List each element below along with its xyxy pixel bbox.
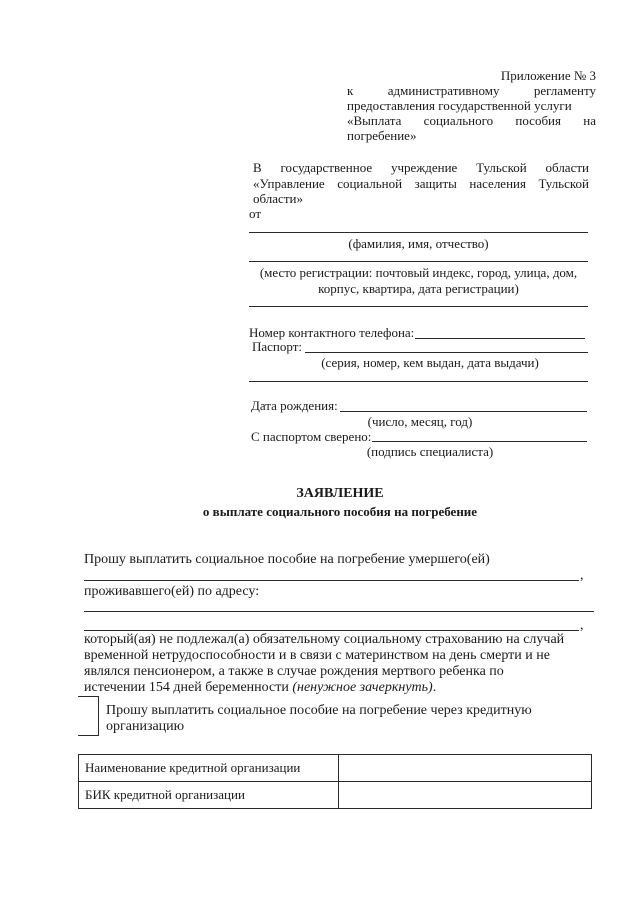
bank-option-text: Прошу выплатить социальное пособие на погребение через кредитную (106, 703, 532, 718)
address-caption: (место регистрации: почтовый индекс, город, улица, дом, (259, 265, 578, 280)
addressee-line: области» (253, 191, 303, 206)
table-row (79, 755, 592, 782)
address-field[interactable] (249, 261, 588, 262)
addressee-line: В государственное учреждение Тульской области (253, 160, 589, 175)
bank-name-label: Наименование кредитной организации (79, 755, 339, 782)
appendix-line: погребение» (347, 128, 417, 143)
birth-caption: (число, месяц, год) (367, 414, 473, 429)
clause-line: являлся пенсионером, а также в случае рождения мертвого ребенка по (84, 664, 504, 679)
clause-text: истечении 154 дней беременности (84, 680, 293, 695)
request-text: Прошу выплатить социальное пособие на погребение умершего(ей) (84, 552, 490, 567)
clause-line: который(ая) не подлежал(а) обязательному социальному страхованию на случай (84, 632, 565, 647)
appendix-line: предоставления государственной услуги (347, 98, 572, 113)
phone-label: Номер контактного телефона: (249, 325, 415, 340)
birth-label: Дата рождения: (251, 398, 338, 413)
verified-field[interactable] (372, 441, 587, 442)
address-field-extra[interactable] (249, 306, 588, 307)
passport-field[interactable] (305, 352, 588, 353)
appendix-line: «Выплата социального пособия на (347, 113, 596, 128)
appendix-line: к административному регламенту (347, 83, 596, 98)
appendix-number: Приложение № 3 (500, 68, 596, 83)
bank-details-table (78, 754, 592, 809)
verified-label: С паспортом сверено: (251, 429, 372, 444)
bik-field[interactable] (339, 782, 592, 809)
clause-line (84, 680, 436, 696)
deceased-address-field-2[interactable] (84, 630, 579, 631)
bank-payment-checkbox[interactable] (78, 696, 99, 736)
bank-option-text: организацию (106, 719, 185, 734)
passport-caption: (серия, номер, кем выдан, дата выдачи) (321, 355, 539, 370)
birth-field[interactable] (340, 411, 587, 412)
clause-line: временной нетрудоспособности и в связи с материнством на день смерти и не (84, 648, 550, 663)
deceased-name-field[interactable] (84, 580, 579, 581)
deceased-address-field[interactable] (84, 611, 594, 612)
fio-field[interactable] (249, 232, 588, 233)
table-row (79, 782, 592, 809)
comma: , (580, 618, 584, 633)
bik-label: БИК кредитной организации (79, 782, 339, 809)
comma: , (580, 568, 584, 583)
addressee-line: «Управление социальной защиты населения Тульской (253, 176, 589, 191)
strike-note: (ненужное зачеркнуть) (292, 680, 433, 695)
clause-period: . (432, 680, 437, 695)
verified-caption: (подпись специалиста) (366, 444, 494, 459)
document-title: ЗАЯВЛЕНИЕ (296, 486, 384, 501)
fio-caption: (фамилия, имя, отчество) (348, 236, 489, 251)
document-subtitle: о выплате социального пособия на погребение (202, 504, 478, 519)
resided-text: проживавшего(ей) по адресу: (84, 584, 260, 599)
bank-name-field[interactable] (339, 755, 592, 782)
address-caption: корпус, квартира, дата регистрации) (318, 281, 519, 296)
addressee-from: от (249, 206, 262, 221)
passport-field-extra[interactable] (249, 381, 588, 382)
passport-label: Паспорт: (252, 339, 303, 354)
phone-field[interactable] (415, 338, 585, 339)
